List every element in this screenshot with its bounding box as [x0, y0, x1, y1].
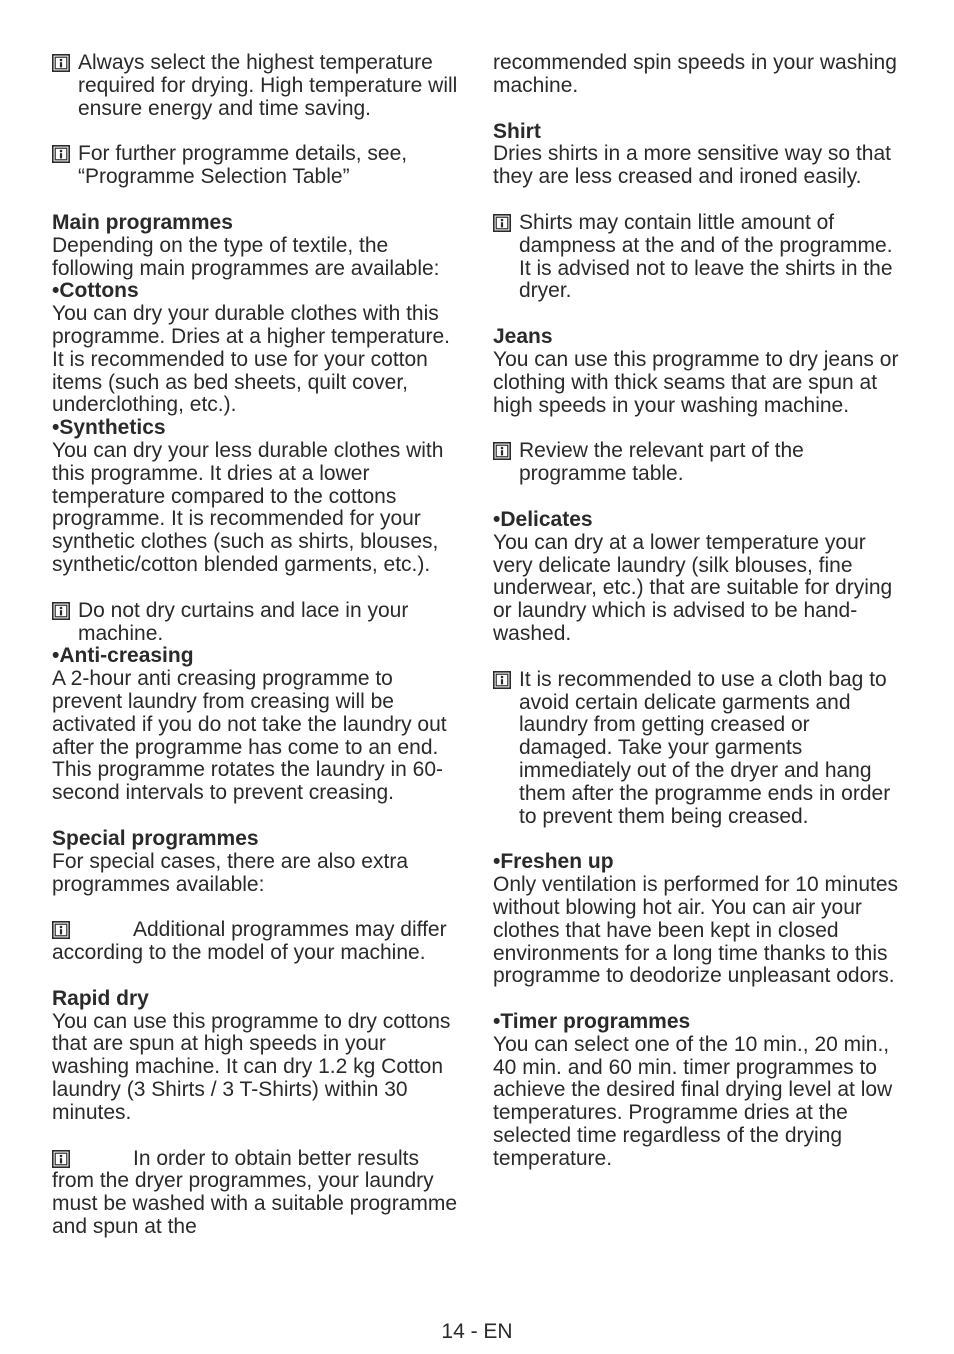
section-heading: Rapid dry — [52, 986, 149, 1010]
info-note — [52, 143, 462, 189]
note-text: Shirts may contain little amount of dampness at the and of the programme. It is advised not to leave the shirts in the dryer. — [519, 210, 893, 303]
section-heading: Jeans — [493, 325, 553, 349]
note-text: It is recommended to use a cloth bag to avoid certain delicate garments and laundry from getting creased or damaged. Take your garments immediately out of the dryer and hang them after the programme ends in order to prevent them being creased. — [519, 667, 891, 828]
info-note — [52, 919, 462, 965]
section-heading: •Cottons — [52, 279, 139, 303]
info-icon — [52, 602, 70, 620]
note-text: Do not dry curtains and lace in your machine. — [78, 598, 409, 645]
info-icon — [52, 921, 70, 939]
info-note — [52, 1148, 462, 1239]
info-note — [493, 212, 908, 303]
right-column — [493, 52, 908, 1171]
section-heading: Main programmes — [52, 210, 233, 234]
note-text: For further programme details, see, “Programme Selection Table” — [78, 142, 408, 189]
note-text: Review the relevant part of the programme table. — [519, 439, 804, 486]
paragraph: You can use this programme to dry jeans or clothing with thick seams that are spun at high speeds in your washing machine. — [493, 347, 899, 417]
info-icon — [493, 214, 511, 232]
section-heading: •Timer programmes — [493, 1010, 691, 1034]
section-heading: •Delicates — [493, 507, 593, 531]
section-heading: Shirt — [493, 119, 541, 143]
page-number: 14 - EN — [441, 1320, 513, 1343]
info-note — [493, 440, 908, 486]
paragraph: Dries shirts in a more sensitive way so that they are less creased and ironed easily. — [493, 142, 891, 189]
paragraph: For special cases, there are also extra programmes available: — [52, 849, 408, 896]
paragraph: You can use this programme to dry cottons that are spun at high speeds in your washing machine. It can dry 1.2 kg Cotton laundry (3 Shirts / 3 T-Shirts) within 30 minutes. — [52, 1009, 451, 1124]
section-heading: •Freshen up — [493, 850, 614, 874]
paragraph: You can dry your less durable clothes with this programme. It dries at a lower temperature compared to the cottons programme. It is recommended for your synthetic clothes (such as shirts, blouses, synthetic/cotton blended garments, etc.). — [52, 438, 444, 576]
paragraph: You can select one of the 10 min., 20 min., 40 min. and 60 min. timer programmes to achieve the desired final drying level at low temperatures. Programme dries at the selected time regardless of the drying temperature. — [493, 1032, 893, 1170]
info-note — [493, 669, 908, 829]
paragraph: Depending on the type of textile, the following main programmes are available: — [52, 233, 440, 280]
info-note — [52, 52, 462, 120]
left-column — [52, 52, 462, 1239]
info-note — [52, 600, 462, 646]
section-heading: Special programmes — [52, 826, 259, 850]
section-heading: •Anti-creasing — [52, 644, 194, 668]
info-icon — [52, 1150, 70, 1168]
paragraph: You can dry your durable clothes with this programme. Dries at a higher temperature. It is recommended to use for your cotton items (such as bed sheets, quilt cover, underclothing, etc.). — [52, 302, 451, 417]
paragraph: You can dry at a lower temperature your very delicate laundry (silk blouses, fine underwear, etc.) that are suitable for drying or laundry which is advised to be hand-washed. — [493, 530, 893, 645]
info-icon — [493, 442, 511, 460]
info-icon — [493, 671, 511, 689]
section-heading: •Synthetics — [52, 416, 166, 440]
info-icon — [52, 54, 70, 72]
note-text: In order to obtain better results from the dryer programmes, your laundry must be washed with a suitable programme and spun at the — [52, 1146, 458, 1239]
paragraph: Only ventilation is performed for 10 minutes without blowing hot air. You can air your clothes that have been kept in closed environments for a long time thanks to this programme to deodorize unpleasant odors. — [493, 873, 899, 988]
info-icon — [52, 145, 70, 163]
paragraph: A 2-hour anti creasing programme to prevent laundry from creasing will be activated if you do not take the laundry out after the programme has come to an end. This programme rotates the laundry in 60-second intervals to prevent creasing. — [52, 667, 447, 805]
paragraph: recommended spin speeds in your washing machine. — [493, 51, 897, 97]
note-text: Additional programmes may differ according to the model of your machine. — [52, 918, 447, 965]
note-text: Always select the highest temperature required for drying. High temperature will ensure energy and time saving. — [78, 51, 458, 120]
